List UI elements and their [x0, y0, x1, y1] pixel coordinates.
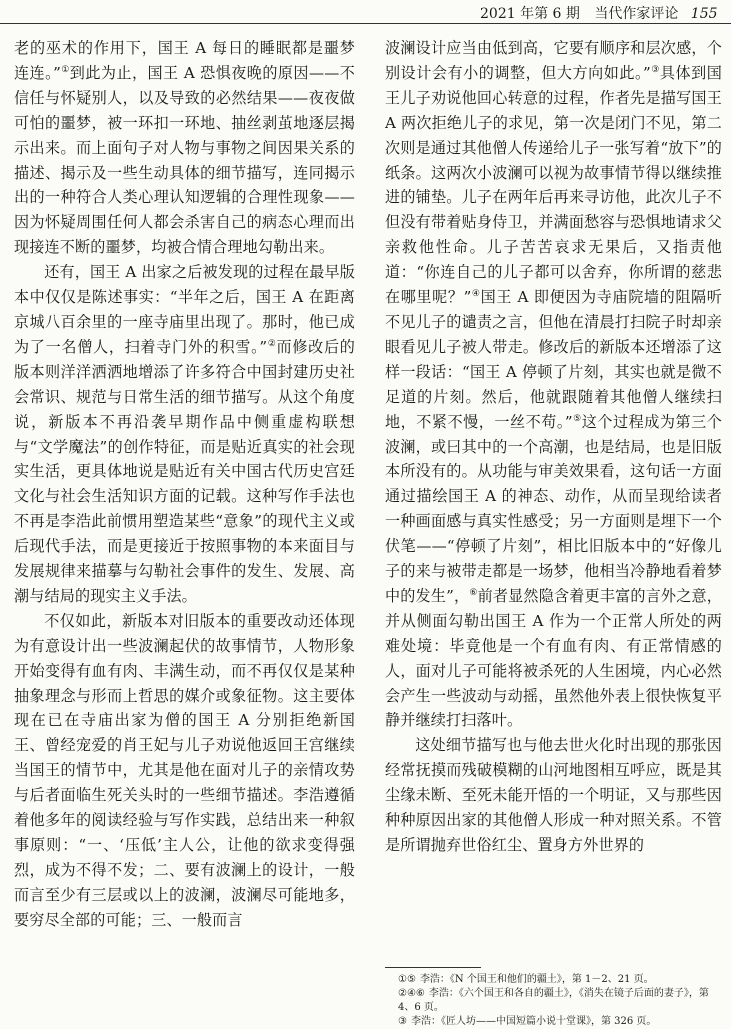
- footnote: [398, 973, 718, 987]
- running-header: [0, 0, 731, 24]
- footnote-ref[interactable]: ⑥: [469, 587, 478, 598]
- footnote: [398, 1015, 718, 1029]
- paragraph: [14, 609, 355, 933]
- footnote-ref[interactable]: ③: [650, 64, 660, 75]
- footnote-ref[interactable]: ②: [267, 338, 277, 349]
- paragraph-text: 到此为止，国王 A 恐惧夜晚的原因——不信任与怀疑别人，以及导致的必然结果——夜夜做可怕的噩梦，被一环扣一环地、抽丝剥茧地逐层揭示出来。而上面句子对人物与事物之间因果关系的描述、揭示及一些生动具体的细节描写，连同揭示出的一种符合人类心理认知逻辑的合理性现象——因为怀疑周围任何人都会杀害自己的病态心理而出现接连不断的噩梦，均被合情合理地勾勒出来。: [14, 63, 355, 257]
- journal-name: 当代作家评论: [594, 6, 679, 22]
- paragraph-text: 这个过程成为第三个波澜，或曰其中的一个高潮，也是结局，也是旧版本所没有的。从功能与审美效果看，这句话一方面通过描绘国王 A 的神态、动作，从而呈现给读者一种画面感与真实性感受；另一方面则是埋下一个伏笔——“停顿了片刻”，相比旧版本中的“好像儿子的来与被带走都是一场梦，他相当冷静地看着梦中的发生”，: [385, 412, 723, 605]
- issue-label: 2021 年第 6 期: [480, 6, 580, 22]
- paragraph: [14, 260, 355, 609]
- footnote-mark: ③: [398, 1016, 407, 1027]
- page-number: 155: [690, 6, 718, 22]
- footnote-ref[interactable]: ①: [60, 64, 70, 75]
- paragraph-text: 老的巫术的作用下，国王 A 每日的睡眠都是噩梦连连。”: [14, 39, 355, 82]
- paragraph-text: 这处细节描写也与他去世火化时出现的那张因经常抚摸而残破模糊的山河地图相互呼应，既是其尘缘未断、至死未能开悟的一个明证，又与那些因种种原因出家的其他僧人形成一种对照关系。不管是所谓抛弃世俗红尘、置身方外世界的: [385, 736, 722, 854]
- footnote: [398, 987, 718, 1015]
- paragraph: [385, 36, 722, 733]
- paragraph-text: 国王 A 即便因为寺庙院墙的阻隔听不见儿子的谴责之言，但他在清晨打扫院子时却亲眼看见儿子被人带走。修改后的新版本还增添了这样一段话：“国王 A 停顿了片刻，其实也就是微不足道的片刻。然后，他就跟随着其他僧人继续扫地，不紧不慢，一丝不苟。”: [385, 288, 723, 431]
- paragraph-text: 不仅如此，新版本对旧版本的重要改动还体现为有意设计出一些波澜起伏的故事情节，人物形象开始变得有血有肉、丰满生动，而不再仅仅是某种抽象理念与形而上哲思的媒介或象征物。这主要体现在已在寺庙出家为僧的国王 A 分别拒绝新国王、曾经宠爱的肖王妃与儿子劝说他返回王宫继续当国王的情节中，尤其是他在面对儿子的亲情攻势与后者面临生死关头时的一些细节描述。李浩遵循着他多年的阅读经验与写作实践，总结出来一种叙事原则：“一、‘压低’主人公，让他的欲求变得强烈，成为不得不发；二、要有波澜上的设计，一般而言至少有三层或以上的波澜，波澜尽可能地多，要穷尽全部的可能；三、一般而言: [14, 611, 355, 929]
- paragraph: [385, 733, 722, 858]
- footnote-text: 李浩：《N 个国王和他们的疆土》，第 1－2、21 页。: [419, 974, 654, 985]
- paragraph-text: 还有，国王 A 出家之后被发现的过程在最早版本中仅仅是陈述事实：“半年之后，国王 A 在距离京城八百余里的一座寺庙里出现了。那时，他已成为了一名僧人，扫着寺门外的积雪。”: [14, 263, 355, 356]
- paragraph-text: 而修改后的版本则洋洋洒洒地增添了许多符合中国封建历史社会常识、规范与日常生活的细节描写。从这个角度说，新版本不再沿袭早期作品中侧重虚构联想与“文学魔法”的创作特征，而是贴近真实的社会现实生活，更具体地说是贴近有关中国古代历史宫廷文化与社会生活知识方面的记载。这种写作手法也不再是李浩此前惯用塑造某些“意象”的现代主义或后现代手法，而是更接近于按照事物的本来面目与发展规律来描摹与勾勒社会事件的发生、发展、高潮与结局的现实主义手法。: [14, 337, 355, 605]
- header-text: [480, 3, 718, 23]
- right-column: [385, 36, 722, 858]
- footnote-ref[interactable]: ⑤: [572, 413, 582, 424]
- footnote-rule: [385, 967, 481, 968]
- footnote-ref[interactable]: ④: [471, 289, 481, 300]
- header-rule: [0, 23, 731, 24]
- paragraph-text: 前者显然隐含着更丰富的言外之意，并从侧面勾勒出国王 A 作为一个正常人所处的两难处境：毕竟他是一个有血有肉、有正常情感的人，面对儿子可能将被杀死的人生困境，内心必然会产生一些波动与动摇，虽然他外表上很快恢复平静并继续打扫落叶。: [385, 586, 723, 730]
- footnote-text: 李浩：《匠人坊——中国短篇小说十堂课》，第 326 页。: [410, 1016, 657, 1027]
- paragraph-text: 波澜设计应当由低到高，它要有顺序和层次感，个别设计会有小的调整，但大方向如此。”: [385, 39, 722, 82]
- footnote-mark: ①⑤: [398, 974, 416, 985]
- footnotes: [398, 973, 718, 1029]
- left-column: [14, 36, 355, 933]
- paragraph: [14, 36, 355, 260]
- footnote-text: 李浩：《六个国王和各自的疆土》，《消失在镜子后面的妻子》，第 4、6 页。: [398, 988, 709, 1013]
- footnote-mark: ②④⑥: [398, 988, 425, 999]
- paragraph-text: 具体到国王儿子劝说他回心转意的过程，作者先是描写国王 A 两次拒绝儿子的求见，第一次是闭门不见，第二次则是通过其他僧人传递给儿子一张写着“放下”的纸条。这两次小波澜可以视为故事情节得以继续推进的铺垫。儿子在两年后再来寻访他，此次儿子不但没有带着贴身侍卫，并满面愁容与恐惧地请求父亲救他性命。儿子苦苦哀求无果后，又指责他道：“你连自己的儿子都可以舍弃，你所谓的慈悲在哪里呢？”: [385, 63, 723, 307]
